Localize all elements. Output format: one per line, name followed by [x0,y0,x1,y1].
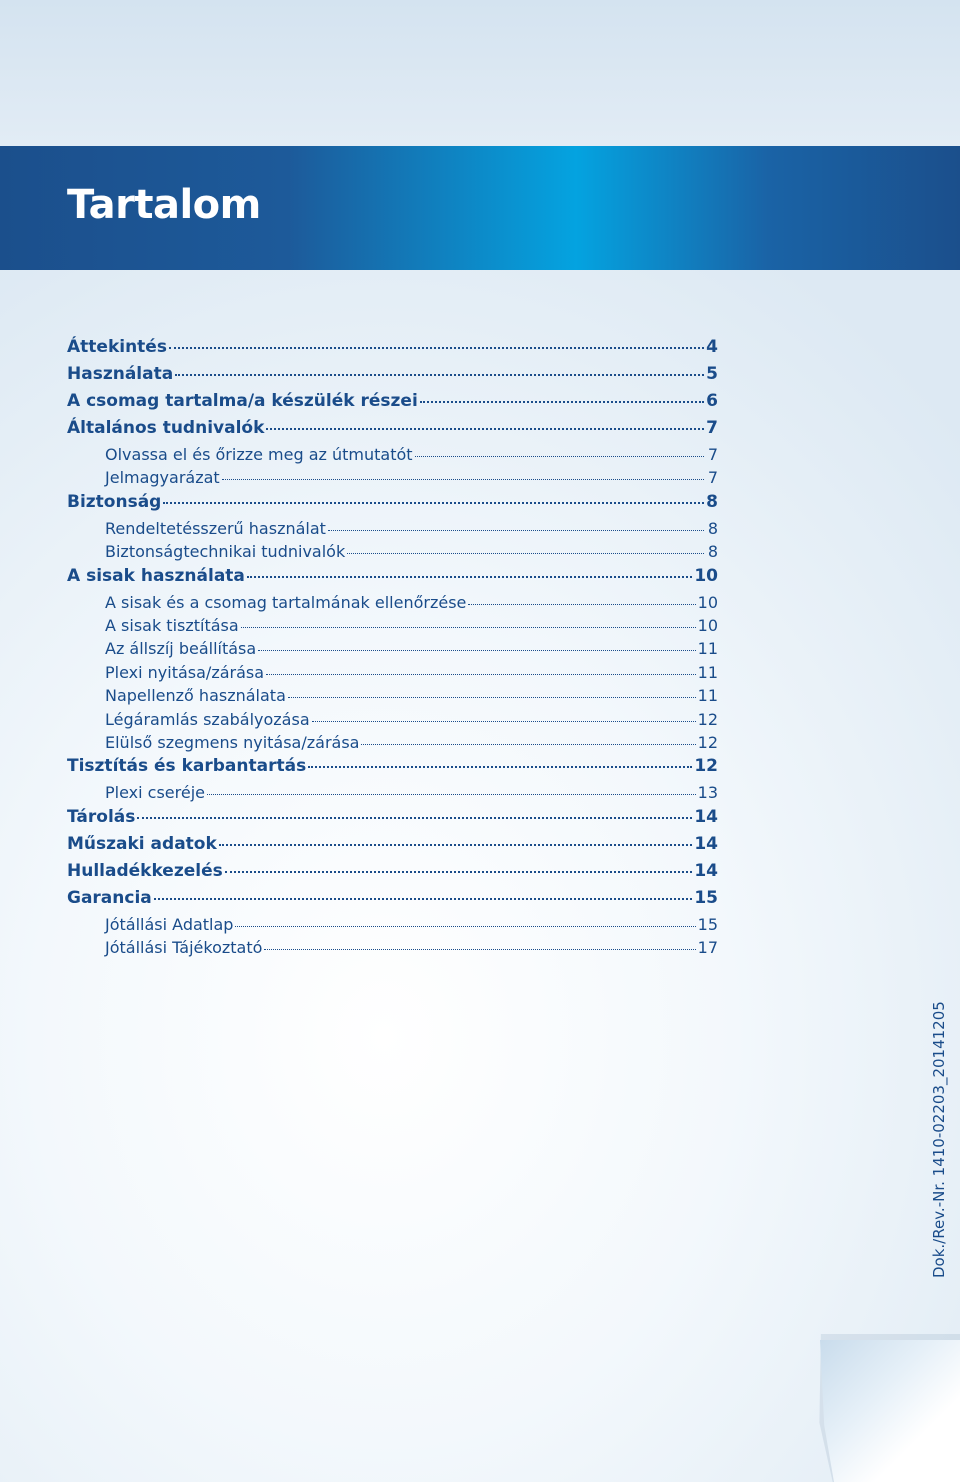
toc-entry-label: Rendeltetésszerű használat [105,518,326,538]
toc-dot-leader [347,553,704,554]
toc-entry-page: 7 [707,468,718,488]
toc-dot-leader [312,721,696,722]
toc-entry-label: Garancia [67,887,152,908]
toc-entry[interactable] [67,938,718,961]
toc-entry-page: 14 [694,833,718,854]
toc-entry-label: Napellenző használata [105,686,286,706]
toc-entry-label: Műszaki adatok [67,833,217,854]
toc-dot-leader [235,926,695,927]
toc-entry[interactable] [67,710,718,733]
toc-dot-leader [222,479,704,480]
toc-entry[interactable] [67,616,718,639]
toc-entry-label: A sisak tisztítása [105,615,239,635]
toc-dot-leader [420,401,704,403]
toc-entry[interactable] [67,888,718,915]
toc-entry[interactable] [67,519,718,542]
toc-entry-page: 8 [707,542,718,562]
toc-entry-label: Általános tudnivalók [67,418,265,438]
toc-entry-page: 12 [694,756,718,777]
toc-dot-leader [328,530,704,531]
toc-entry[interactable] [67,915,718,938]
toc-entry-label: Tárolás [67,806,136,827]
toc-entry-page: 4 [706,337,718,357]
toc-entry[interactable] [67,566,718,593]
toc-entry[interactable] [67,807,718,834]
toc-entry-page: 11 [697,686,718,706]
toc-entry-label: Hulladékkezelés [67,860,223,881]
toc-entry[interactable] [67,834,718,861]
toc-entry-page: 14 [694,860,718,881]
toc-entry[interactable] [67,593,718,616]
toc-dot-leader [241,627,696,628]
toc-entry[interactable] [67,418,718,445]
toc-entry-page: 10 [697,615,718,635]
toc-dot-leader [264,949,695,950]
toc-entry-page: 8 [706,491,718,512]
toc-entry-label: A sisak használata [67,565,245,586]
toc-entry-page: 10 [694,565,718,586]
toc-entry[interactable] [67,542,718,565]
toc-entry-page: 7 [707,445,718,464]
toc-entry-page: 7 [706,418,718,438]
page-title: Tartalom [67,182,261,228]
toc-dot-leader [207,794,696,795]
toc-entry[interactable] [67,861,718,888]
top-background [0,0,960,146]
toc-dot-leader [266,428,704,430]
toc-dot-leader [225,871,693,873]
toc-entry-label: Elülső szegmens nyitása/zárása [105,732,360,752]
toc-entry-page: 15 [697,914,718,934]
toc-entry[interactable] [67,686,718,709]
toc-entry[interactable] [67,663,718,686]
toc-dot-leader [361,744,695,745]
toc-dot-leader [169,347,704,349]
toc-entry[interactable] [67,391,718,418]
toc-dot-leader [288,697,696,698]
toc-entry[interactable] [67,492,718,519]
toc-entry-page: 12 [697,732,718,752]
toc-entry[interactable] [67,756,718,783]
toc-entry-label: Az állszíj beállítása [105,639,257,659]
document-number: Dok./Rev.-Nr. 1410-02203_20141205 [930,1001,948,1278]
toc-entry-label: A csomag tartalma/a készülék részei [67,391,418,411]
toc-entry-label: Áttekintés [67,337,167,357]
toc-entry-label: Jótállási Tájékoztató [105,938,263,958]
toc-dot-leader [219,844,693,846]
toc-entry[interactable] [67,337,718,364]
toc-entry-page: 15 [694,887,718,908]
toc-entry-label: Plexi cseréje [105,783,205,803]
toc-entry[interactable] [67,364,718,391]
toc-entry-label: Plexi nyitása/zárása [105,662,265,682]
toc-entry-label: Jelmagyarázat [105,468,220,488]
toc-entry-label: Használata [67,364,174,384]
header-band [0,146,960,270]
toc-dot-leader [247,576,692,578]
toc-entry-page: 11 [697,639,718,659]
toc-entry-page: 17 [697,938,718,958]
toc-dot-leader [308,766,692,768]
toc-entry-label: Olvassa el és őrizze meg az útmutatót [105,445,413,464]
toc-dot-leader [468,604,695,605]
table-of-contents [67,337,718,961]
toc-entry[interactable] [67,468,718,491]
toc-entry[interactable] [67,445,718,468]
toc-entry-label: Tisztítás és karbantartás [67,756,307,777]
toc-dot-leader [258,650,695,651]
toc-dot-leader [137,817,692,819]
toc-entry[interactable] [67,783,718,806]
toc-entry-page: 11 [697,662,718,682]
toc-entry-page: 6 [706,391,718,411]
toc-entry-page: 5 [706,364,718,384]
toc-entry-page: 8 [707,518,718,538]
toc-entry-page: 14 [694,806,718,827]
toc-dot-leader [175,374,704,376]
toc-dot-leader [415,456,704,457]
toc-dot-leader [163,502,704,504]
toc-entry-label: Biztonságtechnikai tudnivalók [105,542,346,562]
toc-entry-label: Légáramlás szabályozása [105,709,310,729]
toc-dot-leader [266,674,696,675]
toc-entry[interactable] [67,639,718,662]
toc-entry-label: A sisak és a csomag tartalmának ellenőrzése [105,592,467,612]
toc-entry-page: 12 [697,709,718,729]
page-curl-decoration [820,1340,960,1482]
toc-dot-leader [154,898,693,900]
toc-entry-label: Biztonság [67,491,162,512]
toc-entry-page: 13 [697,783,718,803]
toc-entry-label: Jótállási Adatlap [105,914,234,934]
toc-entry[interactable] [67,733,718,756]
toc-entry-page: 10 [697,592,718,612]
